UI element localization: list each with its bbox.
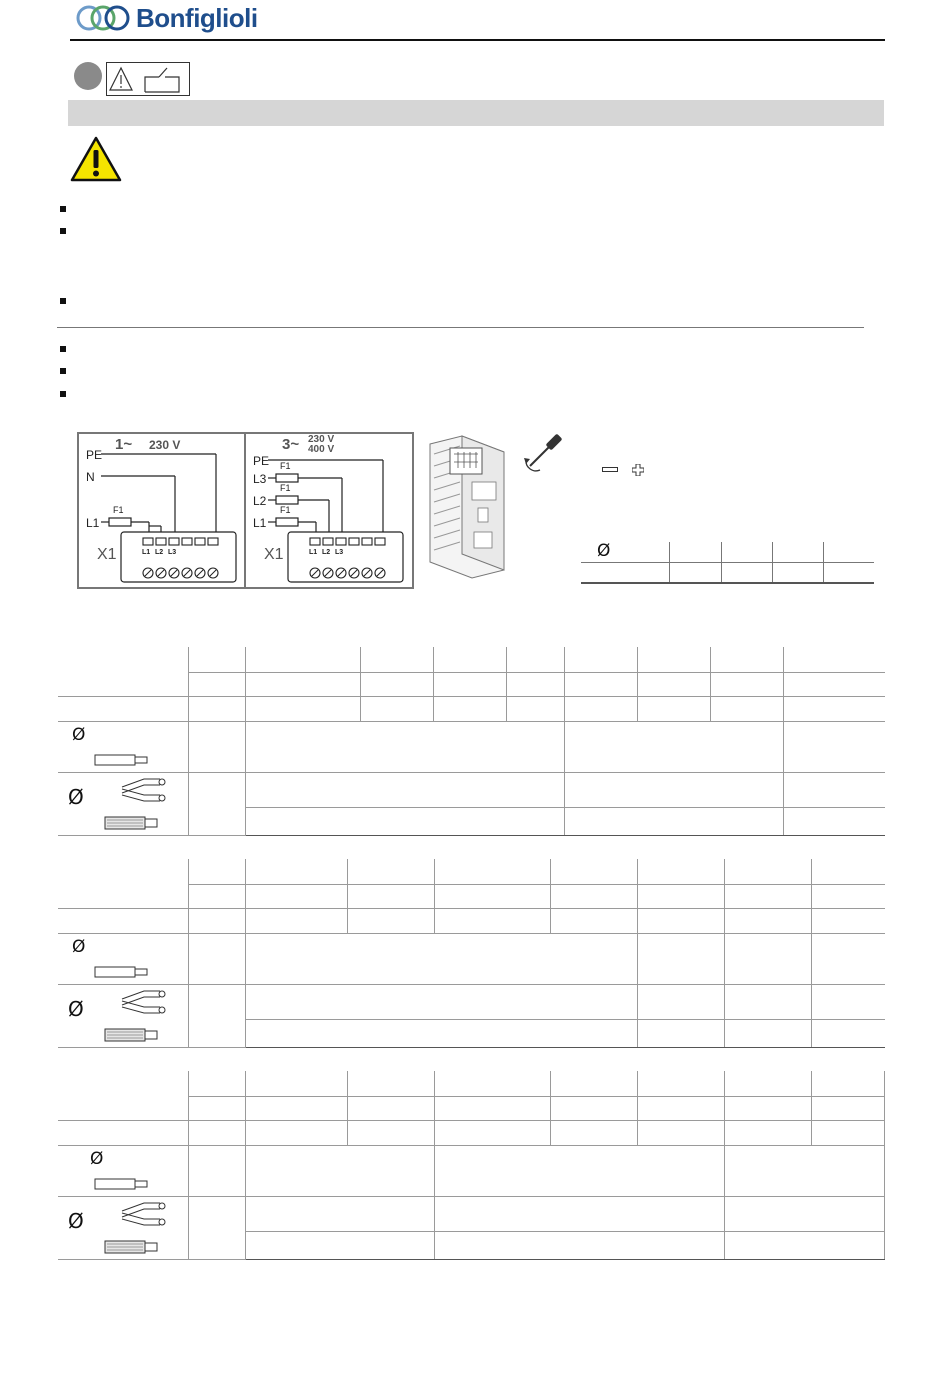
torque-table	[581, 540, 874, 584]
fuse-label: F1	[280, 461, 291, 471]
pe-label: PE	[86, 448, 103, 462]
diameter-symbol: Ø	[68, 784, 84, 809]
brand-name: Bonfiglioli	[136, 2, 258, 33]
header-rule	[70, 39, 885, 41]
voltage-label-400: 400 V	[308, 444, 335, 455]
terminal-l3: L3	[168, 549, 177, 556]
solid-cable-icon	[94, 965, 152, 979]
phase-title: 3~	[282, 436, 300, 453]
stranded-cable-icon	[104, 1027, 162, 1043]
cable-specs-table-1	[58, 647, 885, 836]
connector-label: X1	[264, 546, 284, 563]
solid-cable-cell	[58, 933, 189, 984]
diameter-symbol: Ø	[597, 541, 611, 561]
stranded-cable-cell	[58, 1196, 189, 1259]
solid-cable-cell	[58, 1145, 189, 1196]
connector-label: X1	[97, 546, 117, 563]
l3-label: L3	[253, 472, 267, 486]
ferrule-cable-icon	[120, 775, 170, 805]
fuse-label: F1	[280, 483, 291, 493]
single-phase-wiring-diagram	[77, 432, 246, 589]
diameter-symbol: Ø	[72, 936, 86, 957]
n-label: N	[86, 470, 95, 484]
stranded-cable-cell	[58, 984, 189, 1047]
list-bullet	[60, 298, 66, 304]
diameter-symbol: Ø	[68, 1208, 84, 1233]
list-bullet	[60, 346, 66, 352]
divider	[57, 327, 864, 328]
stranded-cable-cell	[58, 772, 189, 835]
section-marker	[74, 62, 102, 90]
l2-label: L2	[253, 494, 267, 508]
stranded-cable-icon	[104, 1239, 162, 1255]
terminal-l2: L2	[155, 549, 164, 556]
fuse-label: F1	[113, 505, 124, 515]
diameter-symbol: Ø	[90, 1148, 104, 1169]
voltage-label-230: 230 V	[308, 434, 335, 445]
terminal-l1: L1	[142, 549, 151, 556]
terminal-l2: L2	[322, 549, 331, 556]
ferrule-cable-icon	[120, 987, 170, 1017]
cable-specs-table-3	[58, 1071, 885, 1260]
cable-specs-table-2	[58, 859, 885, 1048]
fuse-label: F1	[280, 505, 291, 515]
three-phase-wiring-diagram	[244, 432, 414, 589]
ferrule-cable-icon	[120, 1199, 170, 1229]
terminal-l1: L1	[309, 549, 318, 556]
list-bullet	[60, 228, 66, 234]
solid-cable-cell	[58, 721, 189, 772]
list-bullet	[60, 206, 66, 212]
brand-logo	[76, 3, 258, 33]
voltage-label: 230 V	[149, 438, 181, 452]
minus-slot-icon	[602, 467, 618, 472]
screwdriver-icon	[520, 430, 570, 479]
l1-label: L1	[86, 516, 100, 530]
list-bullet	[60, 391, 66, 397]
l1-label: L1	[253, 516, 267, 530]
solid-cable-icon	[94, 753, 152, 767]
electrical-switch-icon	[145, 68, 179, 92]
phase-title: 1~	[115, 436, 133, 453]
bonfiglioli-logo-icon	[76, 4, 130, 32]
diameter-symbol: Ø	[72, 724, 86, 745]
safety-icons-box	[106, 62, 190, 96]
warning-triangle-icon	[70, 136, 122, 187]
warning-triangle-icon	[110, 68, 132, 90]
terminal-l3: L3	[335, 549, 344, 556]
pe-label: PE	[253, 454, 270, 468]
diameter-symbol: Ø	[68, 996, 84, 1021]
list-bullet	[60, 368, 66, 374]
stranded-cable-icon	[104, 815, 162, 831]
inverter-device-illustration	[412, 432, 520, 587]
solid-cable-icon	[94, 1177, 152, 1191]
cross-slot-icon	[632, 463, 644, 481]
section-title-bar	[68, 100, 884, 126]
